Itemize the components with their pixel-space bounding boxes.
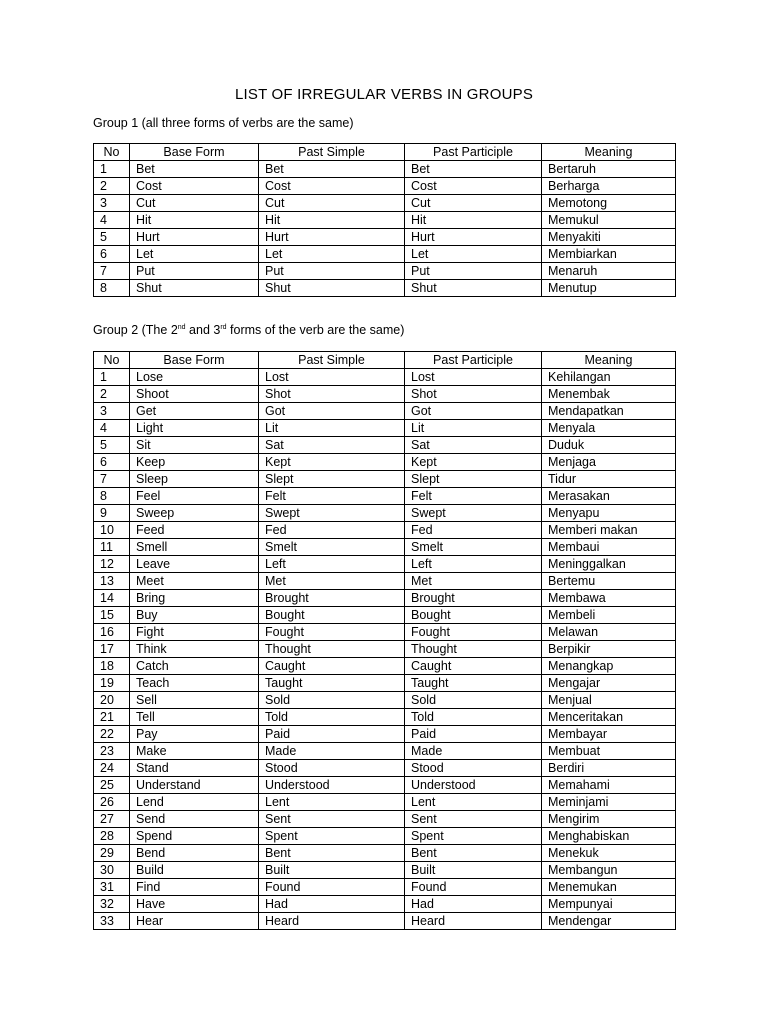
- group1-table: [93, 143, 676, 297]
- cell-past-participle: Stood: [405, 760, 542, 777]
- cell-no: 2: [94, 386, 130, 403]
- cell-past-simple: Felt: [259, 488, 405, 505]
- cell-no: 8: [94, 280, 130, 297]
- cell-past-participle: Hurt: [405, 229, 542, 246]
- cell-past-simple: Cost: [259, 178, 405, 195]
- cell-base-form: Shut: [130, 280, 259, 297]
- cell-past-simple: Caught: [259, 658, 405, 675]
- table-row: [94, 913, 676, 930]
- cell-no: 6: [94, 454, 130, 471]
- cell-base-form: Lose: [130, 369, 259, 386]
- cell-no: 33: [94, 913, 130, 930]
- cell-meaning: Memotong: [542, 195, 676, 212]
- cell-past-simple: Got: [259, 403, 405, 420]
- cell-past-participle: Found: [405, 879, 542, 896]
- cell-no: 22: [94, 726, 130, 743]
- cell-past-simple: Bent: [259, 845, 405, 862]
- table-row: [94, 420, 676, 437]
- cell-no: 13: [94, 573, 130, 590]
- cell-past-simple: Brought: [259, 590, 405, 607]
- cell-no: 9: [94, 505, 130, 522]
- cell-no: 5: [94, 229, 130, 246]
- cell-base-form: Get: [130, 403, 259, 420]
- group1-heading: Group 1 (all three forms of verbs are the same): [93, 116, 354, 130]
- cell-base-form: Leave: [130, 556, 259, 573]
- cell-meaning: Membangun: [542, 862, 676, 879]
- cell-no: 8: [94, 488, 130, 505]
- table-row: [94, 811, 676, 828]
- table-row: [94, 539, 676, 556]
- table-row: [94, 386, 676, 403]
- document-title: LIST OF IRREGULAR VERBS IN GROUPS: [234, 86, 534, 103]
- cell-meaning: Memukul: [542, 212, 676, 229]
- table-row: [94, 607, 676, 624]
- table-row: [94, 161, 676, 178]
- cell-past-simple: Kept: [259, 454, 405, 471]
- cell-base-form: Teach: [130, 675, 259, 692]
- cell-meaning: Mengajar: [542, 675, 676, 692]
- cell-meaning: Mendengar: [542, 913, 676, 930]
- cell-base-form: Meet: [130, 573, 259, 590]
- cell-past-simple: Made: [259, 743, 405, 760]
- cell-no: 32: [94, 896, 130, 913]
- cell-past-participle: Hit: [405, 212, 542, 229]
- cell-past-simple: Paid: [259, 726, 405, 743]
- cell-past-participle: Made: [405, 743, 542, 760]
- cell-base-form: Understand: [130, 777, 259, 794]
- cell-meaning: Berdiri: [542, 760, 676, 777]
- cell-meaning: Berharga: [542, 178, 676, 195]
- cell-no: 12: [94, 556, 130, 573]
- table-row: [94, 879, 676, 896]
- cell-past-simple: Met: [259, 573, 405, 590]
- cell-past-simple: Shot: [259, 386, 405, 403]
- cell-no: 27: [94, 811, 130, 828]
- table-header-row: [94, 352, 676, 369]
- cell-meaning: Membeli: [542, 607, 676, 624]
- cell-past-participle: Smelt: [405, 539, 542, 556]
- cell-past-simple: Lent: [259, 794, 405, 811]
- cell-base-form: Hit: [130, 212, 259, 229]
- cell-past-simple: Hurt: [259, 229, 405, 246]
- table-row: [94, 709, 676, 726]
- cell-no: 17: [94, 641, 130, 658]
- cell-meaning: Menaruh: [542, 263, 676, 280]
- cell-no: 3: [94, 403, 130, 420]
- cell-past-simple: Taught: [259, 675, 405, 692]
- cell-past-participle: Thought: [405, 641, 542, 658]
- cell-meaning: Menyakiti: [542, 229, 676, 246]
- cell-no: 4: [94, 420, 130, 437]
- cell-base-form: Feed: [130, 522, 259, 539]
- cell-past-simple: Thought: [259, 641, 405, 658]
- table-row: [94, 896, 676, 913]
- cell-meaning: Meninggalkan: [542, 556, 676, 573]
- cell-base-form: Shoot: [130, 386, 259, 403]
- table-row: [94, 845, 676, 862]
- cell-past-simple: Smelt: [259, 539, 405, 556]
- col-header-past-simple: Past Simple: [259, 352, 405, 369]
- cell-base-form: Feel: [130, 488, 259, 505]
- cell-meaning: Mempunyai: [542, 896, 676, 913]
- table-row: [94, 641, 676, 658]
- cell-meaning: Menemukan: [542, 879, 676, 896]
- group2-heading: Group 2 (The 2nd and 3rd forms of the verb are the same): [93, 323, 405, 337]
- cell-meaning: Tidur: [542, 471, 676, 488]
- cell-meaning: Merasakan: [542, 488, 676, 505]
- cell-past-simple: Left: [259, 556, 405, 573]
- cell-past-participle: Let: [405, 246, 542, 263]
- cell-base-form: Sell: [130, 692, 259, 709]
- cell-past-participle: Sent: [405, 811, 542, 828]
- cell-meaning: Membuat: [542, 743, 676, 760]
- cell-base-form: Tell: [130, 709, 259, 726]
- cell-past-participle: Sat: [405, 437, 542, 454]
- table-row: [94, 280, 676, 297]
- table-row: [94, 178, 676, 195]
- cell-no: 20: [94, 692, 130, 709]
- cell-no: 5: [94, 437, 130, 454]
- cell-past-simple: Heard: [259, 913, 405, 930]
- cell-no: 15: [94, 607, 130, 624]
- cell-no: 24: [94, 760, 130, 777]
- cell-meaning: Bertemu: [542, 573, 676, 590]
- table-row: [94, 743, 676, 760]
- cell-meaning: Mendapatkan: [542, 403, 676, 420]
- cell-base-form: Keep: [130, 454, 259, 471]
- cell-meaning: Menyapu: [542, 505, 676, 522]
- cell-past-simple: Shut: [259, 280, 405, 297]
- table-row: [94, 212, 676, 229]
- cell-no: 19: [94, 675, 130, 692]
- table-row: [94, 263, 676, 280]
- cell-no: 1: [94, 369, 130, 386]
- cell-base-form: Catch: [130, 658, 259, 675]
- cell-past-simple: Bought: [259, 607, 405, 624]
- cell-past-participle: Sold: [405, 692, 542, 709]
- table-row: [94, 692, 676, 709]
- table-header-row: [94, 144, 676, 161]
- col-header-past-participle: Past Participle: [405, 352, 542, 369]
- cell-meaning: Menangkap: [542, 658, 676, 675]
- cell-no: 23: [94, 743, 130, 760]
- cell-no: 30: [94, 862, 130, 879]
- cell-base-form: Sweep: [130, 505, 259, 522]
- cell-no: 6: [94, 246, 130, 263]
- cell-no: 21: [94, 709, 130, 726]
- table-row: [94, 828, 676, 845]
- cell-base-form: Bring: [130, 590, 259, 607]
- table-row: [94, 862, 676, 879]
- cell-base-form: Send: [130, 811, 259, 828]
- cell-meaning: Bertaruh: [542, 161, 676, 178]
- cell-meaning: Memberi makan: [542, 522, 676, 539]
- table-row: [94, 505, 676, 522]
- cell-meaning: Kehilangan: [542, 369, 676, 386]
- cell-past-simple: Stood: [259, 760, 405, 777]
- table-row: [94, 573, 676, 590]
- cell-base-form: Build: [130, 862, 259, 879]
- cell-past-simple: Slept: [259, 471, 405, 488]
- cell-past-participle: Had: [405, 896, 542, 913]
- cell-no: 3: [94, 195, 130, 212]
- cell-meaning: Menutup: [542, 280, 676, 297]
- cell-base-form: Think: [130, 641, 259, 658]
- cell-base-form: Cut: [130, 195, 259, 212]
- cell-past-simple: Fought: [259, 624, 405, 641]
- cell-past-simple: Sat: [259, 437, 405, 454]
- cell-past-simple: Sold: [259, 692, 405, 709]
- table-row: [94, 229, 676, 246]
- group2-table: [93, 351, 676, 930]
- col-header-base-form: Base Form: [130, 352, 259, 369]
- cell-past-simple: Spent: [259, 828, 405, 845]
- cell-past-simple: Had: [259, 896, 405, 913]
- cell-meaning: Memahami: [542, 777, 676, 794]
- table-row: [94, 522, 676, 539]
- cell-past-simple: Found: [259, 879, 405, 896]
- cell-no: 31: [94, 879, 130, 896]
- col-header-no: No: [94, 144, 130, 161]
- cell-past-participle: Spent: [405, 828, 542, 845]
- cell-past-participle: Brought: [405, 590, 542, 607]
- cell-base-form: Put: [130, 263, 259, 280]
- col-header-meaning: Meaning: [542, 352, 676, 369]
- table-row: [94, 369, 676, 386]
- cell-meaning: Membawa: [542, 590, 676, 607]
- cell-base-form: Lend: [130, 794, 259, 811]
- cell-no: 7: [94, 263, 130, 280]
- cell-meaning: Meminjami: [542, 794, 676, 811]
- cell-past-participle: Cost: [405, 178, 542, 195]
- cell-past-simple: Sent: [259, 811, 405, 828]
- cell-past-simple: Bet: [259, 161, 405, 178]
- col-header-past-simple: Past Simple: [259, 144, 405, 161]
- cell-meaning: Menembak: [542, 386, 676, 403]
- cell-past-participle: Told: [405, 709, 542, 726]
- cell-past-participle: Met: [405, 573, 542, 590]
- cell-meaning: Menceritakan: [542, 709, 676, 726]
- cell-past-participle: Swept: [405, 505, 542, 522]
- col-header-past-participle: Past Participle: [405, 144, 542, 161]
- cell-meaning: Mengirim: [542, 811, 676, 828]
- cell-past-simple: Let: [259, 246, 405, 263]
- cell-past-simple: Fed: [259, 522, 405, 539]
- cell-past-simple: Built: [259, 862, 405, 879]
- cell-base-form: Hurt: [130, 229, 259, 246]
- cell-past-participle: Left: [405, 556, 542, 573]
- cell-past-participle: Felt: [405, 488, 542, 505]
- cell-base-form: Smell: [130, 539, 259, 556]
- cell-no: 7: [94, 471, 130, 488]
- cell-no: 16: [94, 624, 130, 641]
- table-row: [94, 760, 676, 777]
- cell-no: 4: [94, 212, 130, 229]
- cell-past-participle: Taught: [405, 675, 542, 692]
- cell-past-participle: Cut: [405, 195, 542, 212]
- cell-past-participle: Kept: [405, 454, 542, 471]
- cell-base-form: Fight: [130, 624, 259, 641]
- cell-past-participle: Shot: [405, 386, 542, 403]
- cell-past-participle: Caught: [405, 658, 542, 675]
- table-row: [94, 195, 676, 212]
- cell-base-form: Stand: [130, 760, 259, 777]
- cell-no: 11: [94, 539, 130, 556]
- cell-past-simple: Hit: [259, 212, 405, 229]
- cell-base-form: Let: [130, 246, 259, 263]
- cell-base-form: Hear: [130, 913, 259, 930]
- cell-meaning: Membiarkan: [542, 246, 676, 263]
- cell-past-participle: Put: [405, 263, 542, 280]
- table-row: [94, 454, 676, 471]
- cell-base-form: Spend: [130, 828, 259, 845]
- cell-past-participle: Built: [405, 862, 542, 879]
- cell-base-form: Pay: [130, 726, 259, 743]
- cell-base-form: Cost: [130, 178, 259, 195]
- cell-meaning: Berpikir: [542, 641, 676, 658]
- cell-base-form: Bend: [130, 845, 259, 862]
- cell-past-simple: Swept: [259, 505, 405, 522]
- cell-meaning: Melawan: [542, 624, 676, 641]
- cell-past-simple: Understood: [259, 777, 405, 794]
- cell-no: 14: [94, 590, 130, 607]
- col-header-base-form: Base Form: [130, 144, 259, 161]
- table-row: [94, 556, 676, 573]
- cell-base-form: Buy: [130, 607, 259, 624]
- table-row: [94, 590, 676, 607]
- cell-base-form: Find: [130, 879, 259, 896]
- cell-past-participle: Fought: [405, 624, 542, 641]
- table-row: [94, 488, 676, 505]
- cell-past-simple: Told: [259, 709, 405, 726]
- table-row: [94, 777, 676, 794]
- cell-no: 29: [94, 845, 130, 862]
- cell-base-form: Bet: [130, 161, 259, 178]
- cell-no: 10: [94, 522, 130, 539]
- cell-past-simple: Cut: [259, 195, 405, 212]
- cell-past-participle: Lost: [405, 369, 542, 386]
- cell-past-participle: Got: [405, 403, 542, 420]
- table-row: [94, 794, 676, 811]
- cell-meaning: Menghabiskan: [542, 828, 676, 845]
- cell-base-form: Make: [130, 743, 259, 760]
- cell-meaning: Menekuk: [542, 845, 676, 862]
- cell-past-participle: Heard: [405, 913, 542, 930]
- cell-meaning: Membaui: [542, 539, 676, 556]
- cell-past-participle: Lent: [405, 794, 542, 811]
- table-row: [94, 624, 676, 641]
- table-row: [94, 471, 676, 488]
- cell-past-participle: Fed: [405, 522, 542, 539]
- table-row: [94, 437, 676, 454]
- table-row: [94, 675, 676, 692]
- cell-no: 25: [94, 777, 130, 794]
- table-row: [94, 246, 676, 263]
- col-header-meaning: Meaning: [542, 144, 676, 161]
- cell-past-simple: Put: [259, 263, 405, 280]
- cell-past-simple: Lit: [259, 420, 405, 437]
- cell-past-participle: Understood: [405, 777, 542, 794]
- cell-base-form: Sit: [130, 437, 259, 454]
- cell-past-participle: Slept: [405, 471, 542, 488]
- cell-past-participle: Bet: [405, 161, 542, 178]
- table-row: [94, 726, 676, 743]
- cell-past-participle: Bought: [405, 607, 542, 624]
- cell-past-participle: Lit: [405, 420, 542, 437]
- cell-past-participle: Shut: [405, 280, 542, 297]
- cell-past-participle: Bent: [405, 845, 542, 862]
- table-row: [94, 403, 676, 420]
- cell-base-form: Have: [130, 896, 259, 913]
- cell-past-participle: Paid: [405, 726, 542, 743]
- cell-no: 2: [94, 178, 130, 195]
- cell-no: 26: [94, 794, 130, 811]
- cell-base-form: Sleep: [130, 471, 259, 488]
- cell-no: 1: [94, 161, 130, 178]
- cell-past-simple: Lost: [259, 369, 405, 386]
- cell-meaning: Menyala: [542, 420, 676, 437]
- cell-meaning: Menjaga: [542, 454, 676, 471]
- cell-meaning: Menjual: [542, 692, 676, 709]
- cell-meaning: Duduk: [542, 437, 676, 454]
- table-row: [94, 658, 676, 675]
- cell-no: 28: [94, 828, 130, 845]
- col-header-no: No: [94, 352, 130, 369]
- cell-no: 18: [94, 658, 130, 675]
- cell-meaning: Membayar: [542, 726, 676, 743]
- cell-base-form: Light: [130, 420, 259, 437]
